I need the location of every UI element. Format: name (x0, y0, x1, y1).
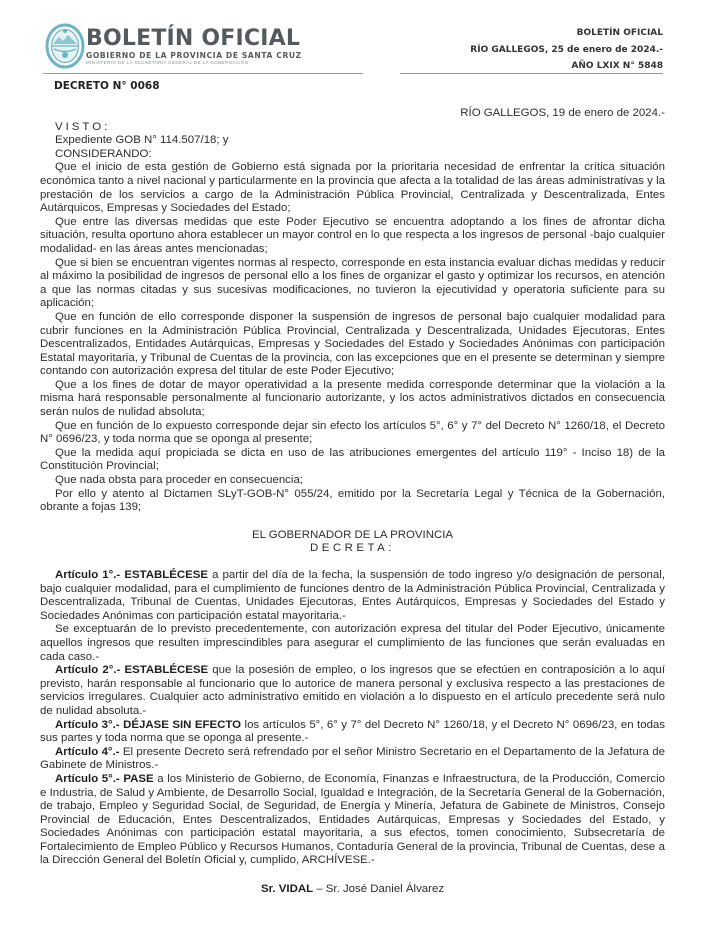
article-label: Artículo 4°.- (55, 745, 120, 758)
decree-title: DECRETO N° 0068 (54, 80, 160, 92)
article-text: El presente Decreto será refrendado por el señor Ministro Secretario en el Departamento de la Jefatura de Gabinete de Ministros.- (40, 745, 665, 772)
article-verb: DÉJASE SIN EFECTO (123, 718, 242, 731)
signature-separator: – (313, 883, 326, 896)
header-divider-right (400, 73, 663, 74)
considerando-paragraph: Que en función de ello corresponde disponer la suspensión de ingresos de personal bajo cualquier modalidad para cubrir funciones en la Administración Pública Provincial, Centralizada y Descentralizada, Unidades Ejecutoras, Entes Descentralizados, Entidades Autárquicas, Empresas y Sociedades del Estado y Sociedades Anónimas con participación Estatal mayoritaria, y Tribunal de Cuentas de la provincia, con las excepciones que en el presente se determinan y siempre contando con autorización expresa del titular de este Poder Ejecutivo; (40, 310, 665, 378)
article-label: Artículo 5°.- (55, 772, 120, 785)
visto-label: VISTO: (55, 120, 111, 133)
issue-title: BOLETÍN OFICIAL (576, 28, 663, 38)
brand-title: BOLETÍN OFICIAL (86, 26, 301, 51)
article-3 (40, 719, 665, 746)
decreta-label: DECRETA: (310, 542, 395, 555)
article-verb: PASE (123, 772, 154, 785)
article-label: Artículo 1°.- (55, 569, 121, 581)
article-label: Artículo 3°.- (55, 718, 120, 731)
issue-info (470, 25, 663, 75)
governor-line: EL GOBERNADOR DE LA PROVINCIA (251, 528, 454, 541)
article-1-exception (40, 623, 665, 664)
brand-subtitle: GOBIERNO DE LA PROVINCIA DE SANTA CRUZ (86, 51, 302, 60)
brand-ministry: MINISTERIO DE LA SECRETARÍA GENERAL DE LA GOBERNACIÓN (86, 60, 249, 65)
article-label: Artículo 2°.- (55, 664, 121, 677)
considerando-paragraph: Que la medida aquí propiciada se dicta en uso de las atribuciones emergentes del artículo 119° - Inciso 18) de la Constitución Provincial; (40, 446, 665, 473)
article-text: los artículos 5°, 6° y 7° del Decreto N° 1260/18, y el Decreto N° 0696/23, en todas sus partes y toda norma que se oponga al presente.- (40, 718, 666, 745)
considerando-paragraph: Que si bien se encuentran vigentes normas al respecto, corresponde en esta instancia evaluar dichas medidas y reducir al máximo la posibilidad de ingresos de personal ello a los fines de organizar el gasto y optimizar los recursos, en atención a que las normas citadas y sus sucesivas modificaciones, no tuvieron la ejecutividad y operatoria suficiente para su aplicación; (40, 256, 665, 310)
article-4 (40, 746, 665, 773)
issue-date: RÍO GALLEGOS, 25 de enero de 2024.- (470, 44, 663, 55)
signature-secondary: Sr. José Daniel Álvarez (325, 883, 445, 896)
considerando-paragraph: Por ello y atento al Dictamen SLyT-GOB-N° 055/24, emitido por la Secretaría Legal y Técnica de la Gobernación, obrante a fojas 139; (40, 487, 665, 514)
considerando-label: CONSIDERANDO: (55, 147, 152, 160)
provincial-coat-of-arms-icon (45, 22, 85, 70)
considerando-paragraph: Que nada obsta para proceder en consecuencia; (55, 474, 303, 487)
considerando-paragraph: Que el inicio de esta gestión de Gobierno está signada por la prioritaria necesidad de enfrentar la crítica situación económica tanto a nivel nacional y particularmente en la provincia que afecta a la totalidad de las áreas administrativas y la prestación de los servicios a cargo de la Administración Pública Provincial, Centralizada y Descentralizada, Entes Autárquicos, Empresas y Sociedades del Estado; (40, 161, 665, 215)
article-text: Se exceptuarán de lo previsto precedentemente, con autorización expresa del titular del Poder Ejecutivo, únicamente aquellos ingresos que resulten imprescindibles para asegurar el cumplimiento de las funciones que serán evaluadas en cada caso.- (40, 623, 665, 663)
article-verb: ESTABLÉCESE (124, 569, 208, 581)
bulletin-header (0, 0, 720, 75)
signature-primary: Sr. VIDAL (260, 883, 314, 896)
considerando-paragraph: Que entre las diversas medidas que este Poder Ejecutivo se encuentra adoptando a los fines de afrontar dicha situación, resulta oportuno ahora establecer un mayor control en lo que respecta a los ingresos de personal -bajo cualquier modalidad- en las áreas antes mencionadas; (40, 215, 665, 255)
article-text: a partir del día de la fecha, la suspensión de todo ingreso y/o designación de personal, bajo cualquier modalidad, para el cumplimiento de funciones dentro de la Administración Pública Provincial, Centralizada y Descentralizada, Tribunal de Cuentas, Unidades Ejecutoras, Entes Autárquicos, Empresas y Sociedades del Estado y Sociedades Anónimas con participación estatal mayoritaria.- (40, 569, 666, 622)
article-text: que la posesión de empleo, o los ingresos que se efectúen en contraposición a lo aquí previsto, harán responsable al funcionario que lo autorice de manera personal y exclusiva respecto a las prestaciones de servicios irregulares. Cualquier acto administrativo emitido en violación a lo dispuesto en el artículo precedente será nulo de nulidad absoluta.- (40, 664, 666, 717)
article-2 (40, 664, 665, 718)
issue-number: AÑO LXIX N° 5848 (571, 61, 663, 71)
decree-body (40, 107, 665, 897)
article-text: a los Ministerio de Gobierno, de Economía, Finanzas e Infraestructura, de la Producción, Comercio e Industria, de Salud y Ambiente, de Desarrollo Social, Igualdad e Integración, de la Secretaría General de la Gobernación, de trabajo, Empleo y Seguridad Social, de Seguridad, de Energía y Minería, Jefatura de Gabinete de Ministros, Consejo Provincial de Educación, Entes Descentralizados, Entidades Autárquicas, Empresas y Sociedades del Estado, y Sociedades Anónimas con participación estatal mayoritaria, a sus efectos, tomen conocimiento, Subsecretaría de Fortalecimiento de Empleo Público y Recursos Humanos, Contaduría General de la provincia, Tribunal de Cuentas, dese a la Dirección General del Boletín Oficial y, cumplido, ARCHÍVESE.- (40, 772, 665, 867)
article-verb: ESTABLÉCESE (124, 664, 209, 677)
decree-place-date: RÍO GALLEGOS, 19 de enero de 2024.- (460, 107, 665, 119)
signature-line (40, 883, 665, 897)
article-5 (40, 773, 665, 868)
article-1 (40, 569, 665, 623)
considerando-paragraph: Que en función de lo expuesto corresponde dejar sin efecto los artículos 5°, 6° y 7° del Decreto N° 1260/18, el Decreto N° 0696/23, y toda norma que se oponga al presente; (40, 419, 665, 446)
considerando-paragraph: Que a los fines de dotar de mayor operatividad a la presente medida corresponde determinar que la violación a la misma hará responsable personalmente al funcionario autorizante, y los actos administrativos dictados en consecuencia serán nulos de nulidad absoluta; (40, 378, 665, 419)
expediente: Expediente GOB N° 114.507/18; y (55, 134, 229, 147)
header-divider-left (43, 73, 363, 74)
